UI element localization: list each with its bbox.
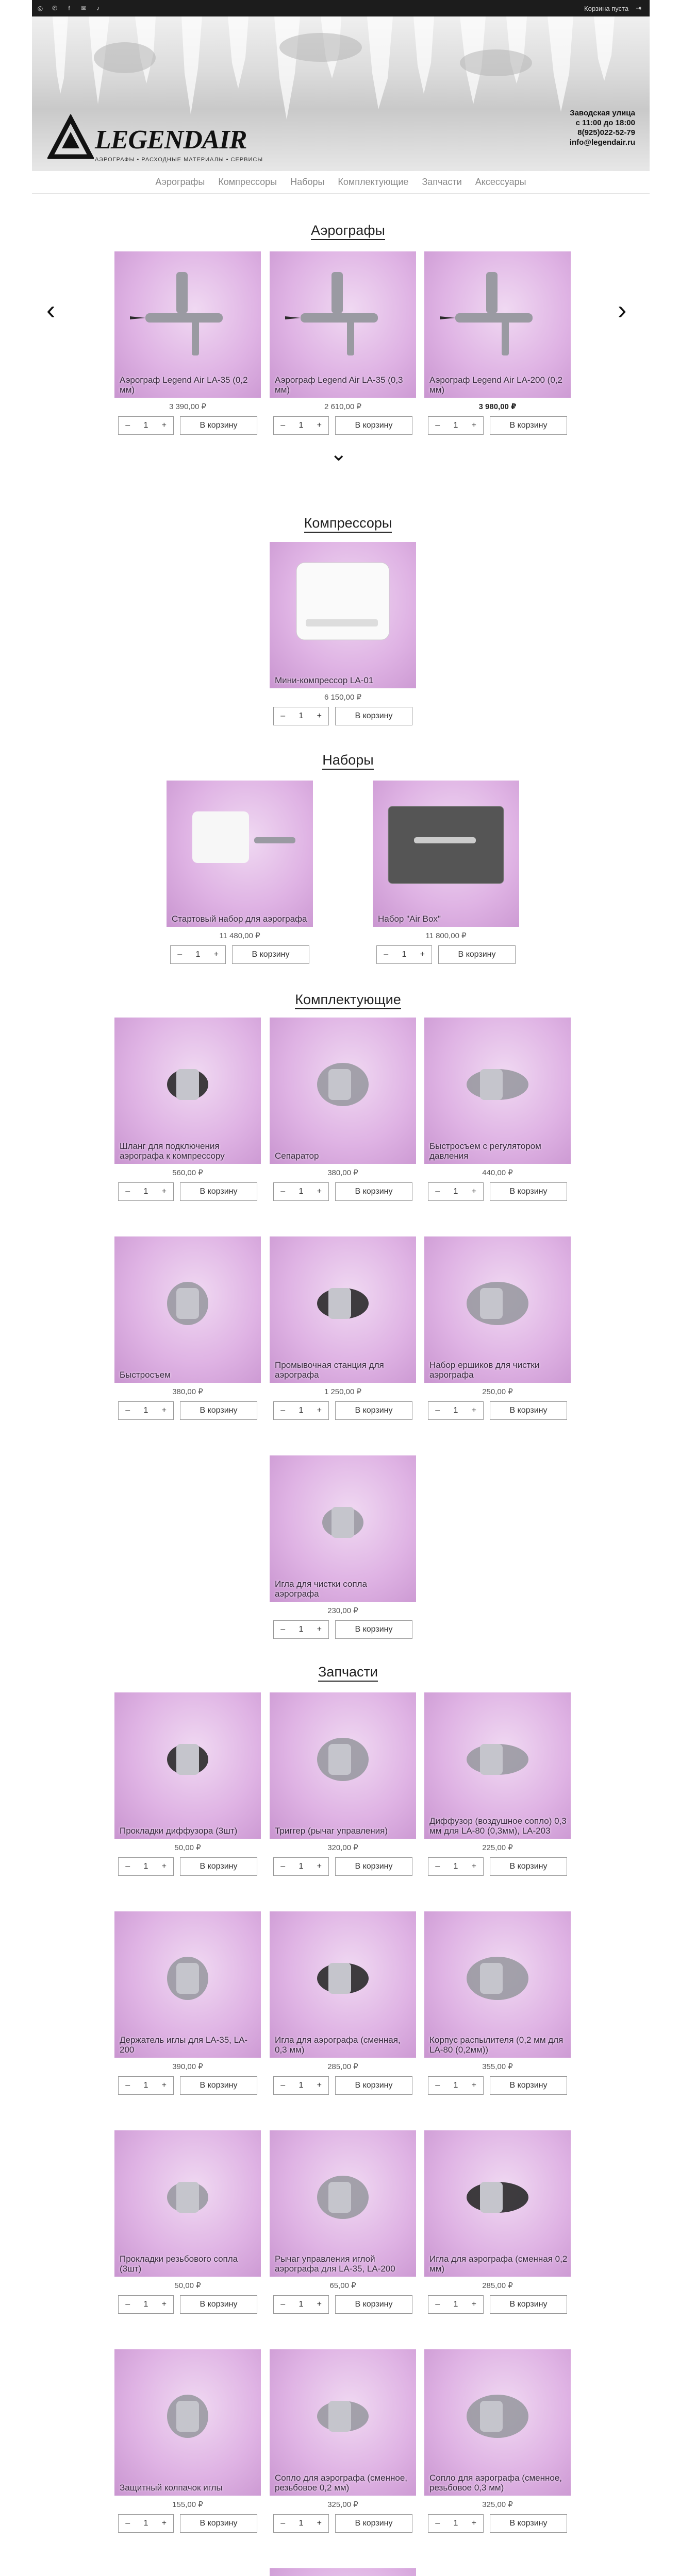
- nav-accessories[interactable]: Аксессуары: [475, 177, 526, 187]
- product-name[interactable]: Триггер (рычаг управления): [275, 1826, 388, 1836]
- contact-address: Заводская улица: [570, 109, 635, 117]
- quantity-stepper[interactable]: [428, 2514, 484, 2533]
- product-image[interactable]: [373, 781, 519, 927]
- quantity-increase-button[interactable]: +: [471, 1406, 476, 1415]
- product-card[interactable]: [167, 781, 313, 964]
- product-image[interactable]: [270, 2568, 416, 2576]
- quantity-decrease-button[interactable]: –: [280, 2519, 286, 2528]
- product-name[interactable]: Рычаг управления иглой аэрографа для LA-35, LA-200: [275, 2254, 395, 2274]
- product-name[interactable]: Диффузор (воздушное сопло) 0,3 мм для LA-80 (0,3мм), LA-203: [429, 1816, 567, 1836]
- quantity-value[interactable]: 1: [453, 2300, 458, 2309]
- product-name[interactable]: Аэрограф Legend Air LA-35 (0,2 мм): [120, 375, 248, 395]
- logo[interactable]: [47, 114, 295, 171]
- add-to-cart-button[interactable]: В корзину: [180, 2076, 257, 2095]
- nav-parts[interactable]: Запчасти: [422, 177, 462, 187]
- quantity-stepper[interactable]: [273, 1620, 329, 1639]
- add-to-cart-button[interactable]: В корзину: [335, 1857, 412, 1876]
- product-name[interactable]: Набор ершиков для чистки аэрографа: [429, 1360, 540, 1380]
- quantity-increase-button[interactable]: +: [213, 950, 219, 959]
- quantity-increase-button[interactable]: +: [471, 1862, 476, 1871]
- quantity-decrease-button[interactable]: –: [125, 1862, 130, 1871]
- product-name[interactable]: Аэрограф Legend Air LA-200 (0,2 мм): [429, 375, 562, 395]
- quantity-decrease-button[interactable]: –: [280, 1625, 286, 1634]
- quantity-stepper[interactable]: [273, 2076, 329, 2095]
- product-card[interactable]: [424, 1692, 571, 1876]
- product-name[interactable]: Шланг для подключения аэрографа к компрессору: [120, 1141, 225, 1161]
- product-name[interactable]: Прокладки резьбового сопла (3шт): [120, 2254, 238, 2274]
- add-to-cart-button[interactable]: В корзину: [490, 1857, 567, 1876]
- section-title-airbrushes: Аэрографы: [0, 223, 696, 239]
- product-photo: [114, 2349, 261, 2496]
- product-name[interactable]: Быстросъем: [120, 1370, 171, 1380]
- product-card[interactable]: [424, 2349, 571, 2533]
- product-photo: [270, 1018, 416, 1164]
- quantity-stepper[interactable]: [273, 1182, 329, 1201]
- quantity-stepper[interactable]: [428, 1401, 484, 1420]
- quantity-increase-button[interactable]: +: [317, 711, 322, 720]
- quantity-increase-button[interactable]: +: [317, 2300, 322, 2309]
- product-photo: [270, 542, 416, 688]
- contact-email[interactable]: info@legendair.ru: [569, 138, 635, 147]
- quantity-decrease-button[interactable]: –: [435, 1862, 440, 1871]
- quantity-value[interactable]: 1: [143, 421, 148, 430]
- quantity-value[interactable]: 1: [299, 2300, 304, 2309]
- quantity-value[interactable]: 1: [143, 2519, 148, 2528]
- product-card[interactable]: [270, 1018, 416, 1201]
- quantity-value[interactable]: 1: [143, 1187, 148, 1196]
- section-title-kits: Наборы: [0, 752, 696, 768]
- product-card[interactable]: [424, 1236, 571, 1420]
- top-bar: [32, 0, 650, 16]
- add-to-cart-button[interactable]: В корзину: [490, 416, 567, 435]
- quantity-stepper[interactable]: [428, 2076, 484, 2095]
- product-image[interactable]: [114, 1018, 261, 1164]
- quantity-value[interactable]: 1: [299, 1406, 304, 1415]
- product-card[interactable]: [424, 251, 571, 435]
- product-image[interactable]: [270, 2349, 416, 2496]
- quantity-increase-button[interactable]: +: [317, 1406, 322, 1415]
- hero-banner: [32, 16, 650, 171]
- quantity-increase-button[interactable]: +: [161, 2519, 167, 2528]
- nav-compressors[interactable]: Компрессоры: [218, 177, 277, 187]
- quantity-stepper[interactable]: [118, 2076, 174, 2095]
- quantity-stepper[interactable]: [273, 2514, 329, 2533]
- quantity-decrease-button[interactable]: –: [384, 950, 389, 959]
- product-card[interactable]: [424, 1911, 571, 2095]
- product-card[interactable]: [114, 1236, 261, 1420]
- product-photo: [270, 2568, 416, 2576]
- product-image[interactable]: [424, 1018, 571, 1164]
- product-image[interactable]: [424, 1692, 571, 1839]
- product-photo: [167, 781, 313, 927]
- product-price: 320,00 ₽: [327, 1843, 358, 1852]
- quantity-value[interactable]: 1: [143, 1406, 148, 1415]
- quantity-decrease-button[interactable]: –: [280, 1406, 286, 1415]
- quantity-stepper[interactable]: [273, 416, 329, 435]
- quantity-stepper[interactable]: [273, 1857, 329, 1876]
- add-to-cart-button[interactable]: В корзину: [180, 1857, 257, 1876]
- product-name[interactable]: Игла для аэрографа (сменная, 0,3 мм): [275, 2035, 401, 2055]
- quantity-value[interactable]: 1: [299, 421, 304, 430]
- quantity-increase-button[interactable]: +: [471, 2081, 476, 2090]
- product-image[interactable]: [270, 1692, 416, 1839]
- product-image[interactable]: [270, 542, 416, 688]
- quantity-decrease-button[interactable]: –: [125, 2300, 130, 2309]
- quantity-increase-button[interactable]: +: [161, 2081, 167, 2090]
- expand-chevron-down-icon[interactable]: ⌄: [330, 443, 347, 465]
- quantity-stepper[interactable]: [118, 2295, 174, 2314]
- quantity-value[interactable]: 1: [453, 2081, 458, 2090]
- quantity-value[interactable]: 1: [143, 2300, 148, 2309]
- quantity-stepper[interactable]: [118, 416, 174, 435]
- add-to-cart-button[interactable]: В корзину: [335, 2295, 412, 2314]
- product-card[interactable]: [270, 1455, 416, 1639]
- quantity-stepper[interactable]: [118, 1857, 174, 1876]
- quantity-stepper[interactable]: [118, 1401, 174, 1420]
- quantity-value[interactable]: 1: [299, 711, 304, 720]
- product-name[interactable]: Набор "Air Box": [378, 914, 441, 924]
- quantity-decrease-button[interactable]: –: [435, 2300, 440, 2309]
- section-title-compressors: Компрессоры: [0, 515, 696, 531]
- product-image[interactable]: [424, 251, 571, 398]
- product-name[interactable]: Игла для чистки сопла аэрографа: [275, 1579, 367, 1599]
- quantity-decrease-button[interactable]: –: [280, 711, 286, 720]
- add-to-cart-button[interactable]: В корзину: [335, 1620, 412, 1639]
- quantity-increase-button[interactable]: +: [161, 421, 167, 430]
- product-image[interactable]: [167, 781, 313, 927]
- product-card[interactable]: [424, 1018, 571, 1201]
- product-card[interactable]: [114, 251, 261, 435]
- product-image[interactable]: [270, 1911, 416, 2058]
- add-to-cart-button[interactable]: В корзину: [335, 2076, 412, 2095]
- product-card[interactable]: [114, 2349, 261, 2533]
- product-name[interactable]: Корпус распылителя (0,2 мм для LA-80 (0,2мм)): [429, 2035, 564, 2055]
- quantity-decrease-button[interactable]: –: [125, 2081, 130, 2090]
- product-photo: [270, 1692, 416, 1839]
- product-image[interactable]: [114, 1236, 261, 1383]
- quantity-stepper[interactable]: [118, 2514, 174, 2533]
- contact-hours: с 11:00 до 18:00: [575, 118, 635, 127]
- product-price: 2 610,00 ₽: [324, 402, 362, 411]
- product-price: 355,00 ₽: [482, 2062, 513, 2071]
- quantity-stepper[interactable]: [273, 707, 329, 725]
- tiktok-icon[interactable]: ♪: [96, 5, 100, 12]
- quantity-increase-button[interactable]: +: [317, 2519, 322, 2528]
- add-to-cart-button[interactable]: В корзину: [490, 2514, 567, 2533]
- product-photo: [114, 1236, 261, 1383]
- product-price: 560,00 ₽: [172, 1168, 203, 1177]
- product-card[interactable]: [114, 2130, 261, 2314]
- product-photo: [114, 1692, 261, 1839]
- logo-brand: LEGENDAIR: [95, 125, 247, 155]
- cart-status[interactable]: Корзина пуста: [584, 4, 629, 12]
- product-price: 65,00 ₽: [329, 2281, 356, 2290]
- product-price: 225,00 ₽: [482, 1843, 513, 1852]
- add-to-cart-button[interactable]: В корзину: [335, 2514, 412, 2533]
- product-price: 390,00 ₽: [172, 2062, 203, 2071]
- quantity-decrease-button[interactable]: –: [280, 421, 286, 430]
- add-to-cart-button[interactable]: В корзину: [438, 945, 516, 964]
- product-photo: [373, 781, 519, 927]
- logo-tagline: АЭРОГРАФЫ • РАСХОДНЫЕ МАТЕРИАЛЫ • СЕРВИСЫ: [95, 157, 263, 163]
- product-image[interactable]: [114, 1692, 261, 1839]
- quantity-decrease-button[interactable]: –: [280, 1862, 286, 1871]
- product-name[interactable]: Держатель иглы для LA-35, LA-200: [120, 2035, 248, 2055]
- quantity-value[interactable]: 1: [299, 1625, 304, 1634]
- product-card[interactable]: [270, 2130, 416, 2314]
- quantity-stepper[interactable]: [428, 2295, 484, 2314]
- quantity-stepper[interactable]: [428, 416, 484, 435]
- quantity-increase-button[interactable]: +: [420, 950, 425, 959]
- product-image[interactable]: [270, 1236, 416, 1383]
- product-image[interactable]: [424, 2130, 571, 2277]
- nav-components[interactable]: Комплектующие: [338, 177, 409, 187]
- logo-emblem-icon: [47, 114, 94, 161]
- product-card[interactable]: [114, 1911, 261, 2095]
- product-name[interactable]: Игла для аэрографа (сменная 0,2 мм): [429, 2254, 568, 2274]
- product-price: 325,00 ₽: [327, 2500, 358, 2509]
- product-price: 380,00 ₽: [327, 1168, 358, 1177]
- product-price: 155,00 ₽: [172, 2500, 203, 2509]
- add-to-cart-button[interactable]: В корзину: [490, 2295, 567, 2314]
- product-price: 1 250,00 ₽: [324, 1387, 362, 1396]
- quantity-increase-button[interactable]: +: [161, 1862, 167, 1871]
- quantity-value[interactable]: 1: [195, 950, 201, 959]
- add-to-cart-button[interactable]: В корзину: [335, 1182, 412, 1201]
- product-name[interactable]: Защитный колпачок иглы: [120, 2483, 223, 2493]
- product-card[interactable]: [270, 1236, 416, 1420]
- product-name[interactable]: Сепаратор: [275, 1151, 319, 1161]
- contact-phone[interactable]: 8(925)022-52-79: [577, 128, 635, 137]
- nav-kits[interactable]: Наборы: [290, 177, 325, 187]
- quantity-value[interactable]: 1: [299, 2081, 304, 2090]
- product-name[interactable]: Прокладки диффузора (3шт): [120, 1826, 238, 1836]
- quantity-stepper[interactable]: [376, 945, 432, 964]
- add-to-cart-button[interactable]: В корзину: [490, 1401, 567, 1420]
- login-icon[interactable]: ⇥: [636, 4, 641, 12]
- add-to-cart-button[interactable]: В корзину: [335, 1401, 412, 1420]
- quantity-decrease-button[interactable]: –: [125, 1187, 130, 1196]
- product-card[interactable]: [270, 542, 416, 725]
- product-name[interactable]: Сопло для аэрографа (сменное, резьбовое 0,2 мм): [275, 2473, 408, 2493]
- product-price: 380,00 ₽: [172, 1387, 203, 1396]
- product-card[interactable]: [114, 1018, 261, 1201]
- section-title-components: Комплектующие: [0, 992, 696, 1008]
- product-name[interactable]: Стартовый набор для аэрографа: [172, 914, 307, 924]
- nav-airbrushes[interactable]: Аэрографы: [155, 177, 205, 187]
- product-image[interactable]: [424, 1236, 571, 1383]
- quantity-value[interactable]: 1: [299, 2519, 304, 2528]
- quantity-value[interactable]: 1: [299, 1187, 304, 1196]
- product-price: 50,00 ₽: [174, 1843, 201, 1852]
- product-image[interactable]: [270, 1455, 416, 1602]
- product-card[interactable]: [270, 251, 416, 435]
- quantity-increase-button[interactable]: +: [317, 1625, 322, 1634]
- product-name[interactable]: Быстросъем с регулятором давления: [429, 1141, 541, 1161]
- quantity-decrease-button[interactable]: –: [280, 2300, 286, 2309]
- quantity-value[interactable]: 1: [453, 2519, 458, 2528]
- quantity-decrease-button[interactable]: –: [280, 1187, 286, 1196]
- quantity-decrease-button[interactable]: –: [125, 1406, 130, 1415]
- quantity-increase-button[interactable]: +: [161, 1187, 167, 1196]
- main-nav: [32, 171, 650, 194]
- quantity-increase-button[interactable]: +: [317, 2081, 322, 2090]
- add-to-cart-button[interactable]: В корзину: [180, 1182, 257, 1201]
- product-image[interactable]: [114, 251, 261, 398]
- quantity-value[interactable]: 1: [453, 1187, 458, 1196]
- quantity-decrease-button[interactable]: –: [280, 2081, 286, 2090]
- quantity-stepper[interactable]: [273, 2295, 329, 2314]
- quantity-value[interactable]: 1: [453, 421, 458, 430]
- quantity-value[interactable]: 1: [453, 1406, 458, 1415]
- social-links: [36, 4, 102, 12]
- product-price: 11 800,00 ₽: [425, 931, 467, 940]
- quantity-value[interactable]: 1: [453, 1862, 458, 1871]
- mail-icon[interactable]: ✉: [80, 5, 87, 12]
- quantity-decrease-button[interactable]: –: [435, 1406, 440, 1415]
- whatsapp-icon[interactable]: ✆: [52, 5, 58, 12]
- product-price: 11 480,00 ₽: [219, 931, 260, 940]
- quantity-decrease-button[interactable]: –: [435, 1187, 440, 1196]
- product-name[interactable]: Сопло для аэрографа (сменное, резьбовое 0,3 мм): [429, 2473, 562, 2493]
- quantity-decrease-button[interactable]: –: [125, 421, 130, 430]
- quantity-decrease-button[interactable]: –: [435, 2519, 440, 2528]
- product-name[interactable]: Мини-компрессор LA-01: [275, 675, 374, 685]
- product-price: 3 980,00 ₽: [478, 402, 517, 411]
- product-price: 230,00 ₽: [327, 1606, 358, 1615]
- quantity-stepper[interactable]: [170, 945, 226, 964]
- quantity-increase-button[interactable]: +: [317, 1862, 322, 1871]
- product-card[interactable]: [270, 2568, 416, 2576]
- section-title-parts: Запчасти: [0, 1664, 696, 1680]
- add-to-cart-button[interactable]: В корзину: [490, 2076, 567, 2095]
- product-name[interactable]: Промывочная станция для аэрографа: [275, 1360, 384, 1380]
- quantity-value[interactable]: 1: [299, 1862, 304, 1871]
- product-name[interactable]: Аэрограф Legend Air LA-35 (0,3 мм): [275, 375, 403, 395]
- add-to-cart-button[interactable]: В корзину: [180, 2514, 257, 2533]
- add-to-cart-button[interactable]: В корзину: [335, 707, 412, 725]
- quantity-increase-button[interactable]: +: [161, 1406, 167, 1415]
- add-to-cart-button[interactable]: В корзину: [180, 2295, 257, 2314]
- product-image[interactable]: [114, 2349, 261, 2496]
- carousel-prev-icon[interactable]: ‹: [46, 295, 56, 325]
- product-price: 440,00 ₽: [482, 1168, 513, 1177]
- quantity-decrease-button[interactable]: –: [177, 950, 183, 959]
- quantity-increase-button[interactable]: +: [471, 2300, 476, 2309]
- product-card[interactable]: [114, 1692, 261, 1876]
- product-price: 3 390,00 ₽: [169, 402, 207, 411]
- quantity-stepper[interactable]: [273, 1401, 329, 1420]
- product-card[interactable]: [270, 1911, 416, 2095]
- quantity-increase-button[interactable]: +: [471, 1187, 476, 1196]
- quantity-decrease-button[interactable]: –: [435, 2081, 440, 2090]
- quantity-increase-button[interactable]: +: [317, 1187, 322, 1196]
- product-price: 285,00 ₽: [482, 2281, 513, 2290]
- product-image[interactable]: [424, 2349, 571, 2496]
- facebook-icon[interactable]: f: [68, 5, 70, 12]
- contacts: [570, 108, 635, 147]
- quantity-increase-button[interactable]: +: [317, 421, 322, 430]
- product-card[interactable]: [373, 781, 519, 964]
- quantity-decrease-button[interactable]: –: [125, 2519, 130, 2528]
- add-to-cart-button[interactable]: В корзину: [490, 1182, 567, 1201]
- product-image[interactable]: [424, 1911, 571, 2058]
- product-image[interactable]: [270, 1018, 416, 1164]
- product-card[interactable]: [424, 2130, 571, 2314]
- quantity-value[interactable]: 1: [402, 950, 407, 959]
- quantity-stepper[interactable]: [428, 1182, 484, 1201]
- product-image[interactable]: [114, 2130, 261, 2277]
- add-to-cart-button[interactable]: В корзину: [335, 416, 412, 435]
- quantity-increase-button[interactable]: +: [161, 2300, 167, 2309]
- quantity-stepper[interactable]: [428, 1857, 484, 1876]
- quantity-decrease-button[interactable]: –: [435, 421, 440, 430]
- product-price: 50,00 ₽: [174, 2281, 201, 2290]
- quantity-value[interactable]: 1: [143, 1862, 148, 1871]
- product-image[interactable]: [270, 251, 416, 398]
- quantity-stepper[interactable]: [118, 1182, 174, 1201]
- quantity-value[interactable]: 1: [143, 2081, 148, 2090]
- product-price: 325,00 ₽: [482, 2500, 513, 2509]
- product-price: 285,00 ₽: [327, 2062, 358, 2071]
- add-to-cart-button[interactable]: В корзину: [232, 945, 309, 964]
- product-card[interactable]: [270, 1692, 416, 1876]
- add-to-cart-button[interactable]: В корзину: [180, 416, 257, 435]
- product-card[interactable]: [270, 2349, 416, 2533]
- add-to-cart-button[interactable]: В корзину: [180, 1401, 257, 1420]
- product-image[interactable]: [270, 2130, 416, 2277]
- carousel-next-icon[interactable]: ›: [618, 295, 627, 325]
- product-image[interactable]: [114, 1911, 261, 2058]
- quantity-increase-button[interactable]: +: [471, 2519, 476, 2528]
- product-price: 6 150,00 ₽: [324, 693, 362, 702]
- quantity-increase-button[interactable]: +: [471, 421, 476, 430]
- product-price: 250,00 ₽: [482, 1387, 513, 1396]
- instagram-icon[interactable]: ◎: [37, 5, 43, 12]
